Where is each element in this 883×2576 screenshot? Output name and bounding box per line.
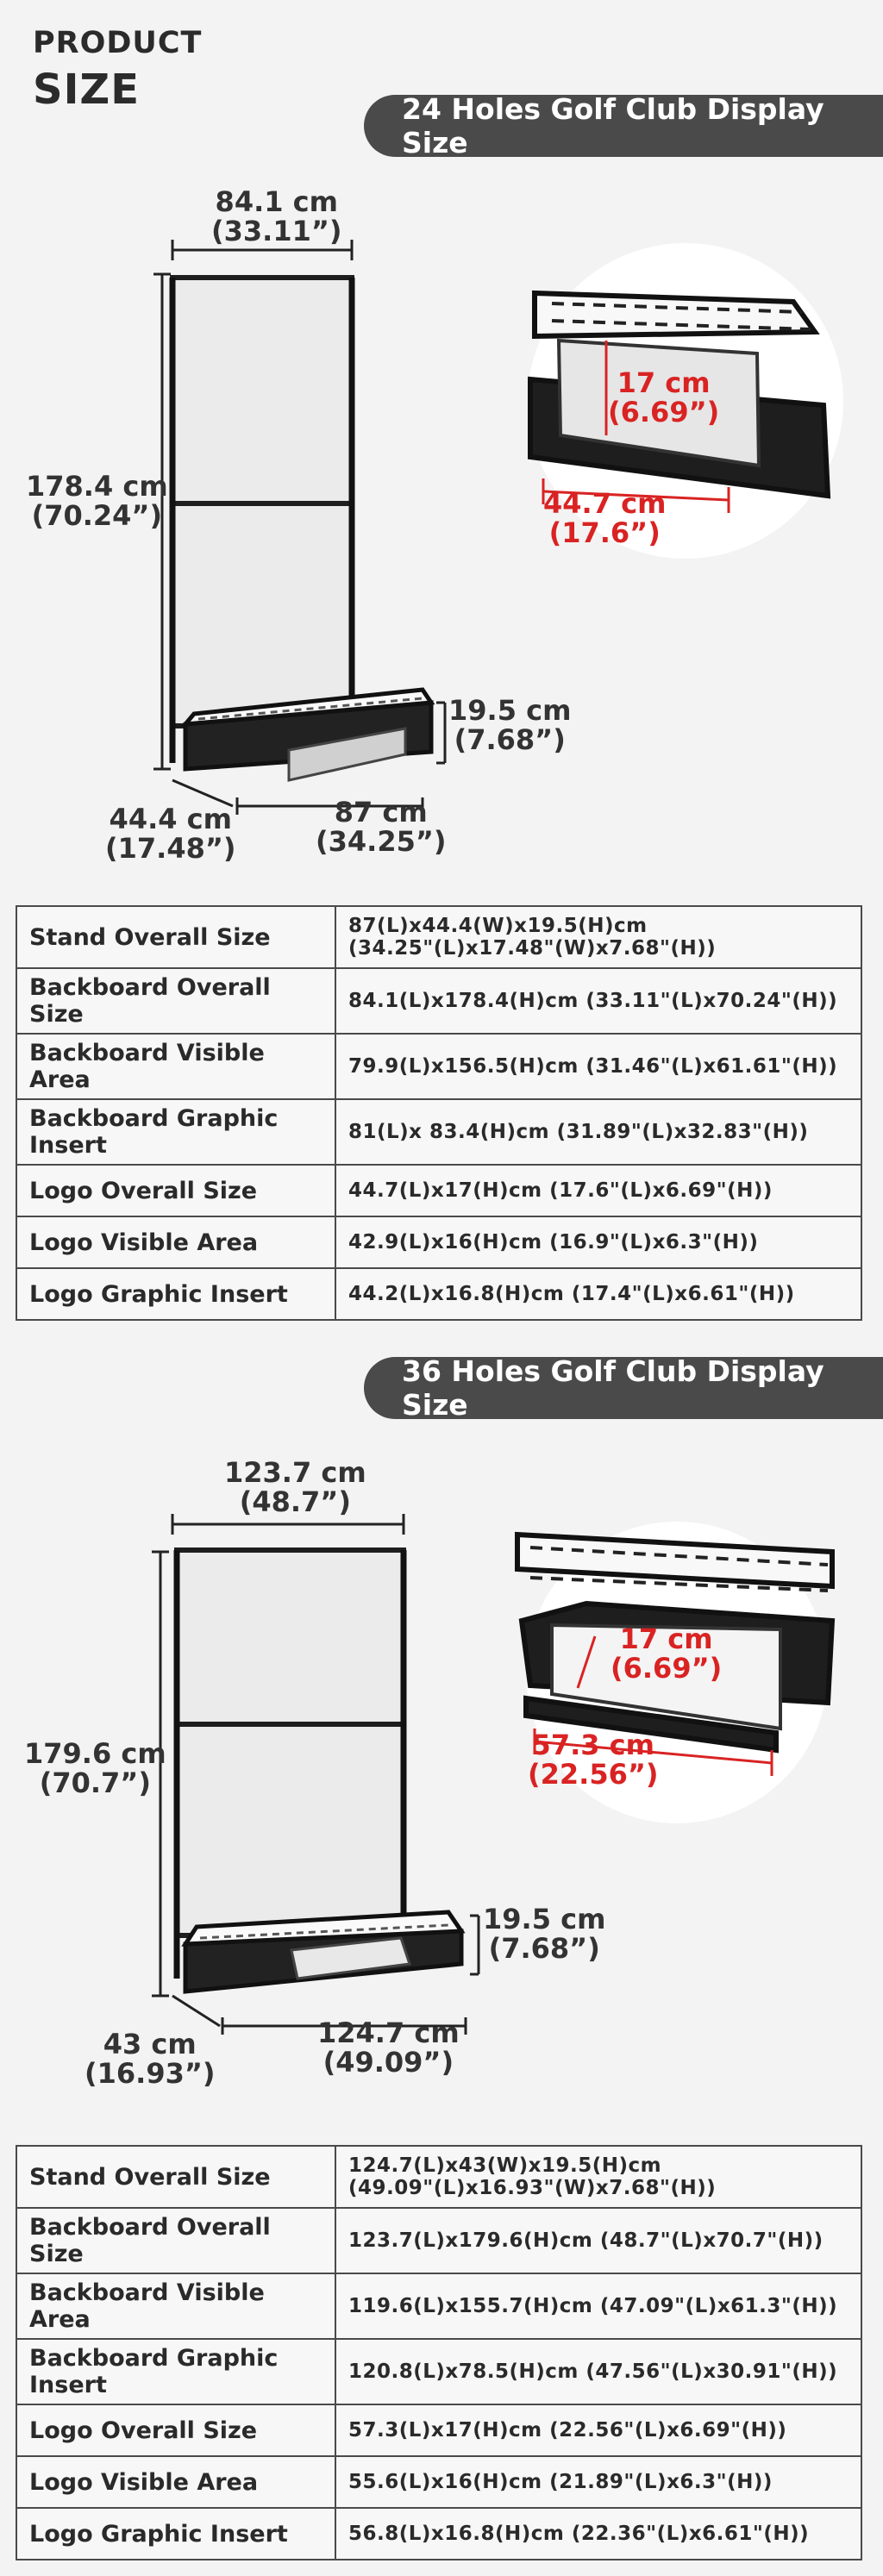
dim-depth-36: 43 cm (16.93”) bbox=[85, 2028, 216, 2090]
spec-value: 87(L)x44.4(W)x19.5(H)cm (34.25"(L)x17.48"(W)x7.68"(H)) bbox=[335, 906, 861, 968]
stand-24-drawing bbox=[0, 0, 883, 865]
dim-length-24: 87 cm (34.25”) bbox=[316, 796, 447, 858]
spec-label: Backboard Visible Area bbox=[16, 1034, 335, 1099]
table-row bbox=[16, 2508, 861, 2560]
dim-height-36: 179.6 cm (70.7”) bbox=[24, 1737, 166, 1799]
spec-value: 81(L)x 83.4(H)cm (31.89"(L)x32.83"(H)) bbox=[335, 1099, 861, 1165]
backboard-36 bbox=[177, 1550, 404, 1935]
spec-value: 57.3(L)x17(H)cm (22.56"(L)x6.69"(H)) bbox=[335, 2404, 861, 2456]
spec-label: Logo Graphic Insert bbox=[16, 1268, 335, 1320]
spec-value: 42.9(L)x16(H)cm (16.9"(L)x6.3"(H)) bbox=[335, 1216, 861, 1268]
table-row bbox=[16, 968, 861, 1034]
spec-table-24 bbox=[16, 905, 862, 1321]
table-row bbox=[16, 2456, 861, 2508]
dim-depth-24: 44.4 cm (17.48”) bbox=[105, 803, 236, 865]
section-title-36-holes: 36 Holes Golf Club Display Size bbox=[364, 1357, 883, 1419]
table-row bbox=[16, 2146, 861, 2208]
spec-value: 44.2(L)x16.8(H)cm (17.4"(L)x6.61"(H)) bbox=[335, 1268, 861, 1320]
dim-logo-height-36: 17 cm (6.69”) bbox=[611, 1623, 723, 1685]
table-row bbox=[16, 1165, 861, 1216]
dim-width-36: 123.7 cm (48.7”) bbox=[224, 1456, 366, 1518]
spec-value: 124.7(L)x43(W)x19.5(H)cm (49.09"(L)x16.93"(W)x7.68"(H)) bbox=[335, 2146, 861, 2208]
spec-value: 44.7(L)x17(H)cm (17.6"(L)x6.69"(H)) bbox=[335, 1165, 861, 1216]
spec-label: Backboard Overall Size bbox=[16, 2208, 335, 2273]
spec-value: 56.8(L)x16.8(H)cm (22.36"(L)x6.61"(H)) bbox=[335, 2508, 861, 2560]
base-36 bbox=[185, 1912, 461, 1991]
spec-table-36 bbox=[16, 2145, 862, 2560]
backboard-24 bbox=[172, 278, 352, 726]
dim-width-24: 84.1 cm (33.11”) bbox=[211, 185, 342, 247]
dim-base-height-24: 19.5 cm (7.68”) bbox=[448, 694, 572, 756]
spec-label: Logo Visible Area bbox=[16, 2456, 335, 2508]
spec-label: Backboard Visible Area bbox=[16, 2273, 335, 2339]
table-row bbox=[16, 2273, 861, 2339]
spec-label: Logo Overall Size bbox=[16, 2404, 335, 2456]
spec-value: 123.7(L)x179.6(H)cm (48.7"(L)x70.7"(H)) bbox=[335, 2208, 861, 2273]
spec-label: Logo Graphic Insert bbox=[16, 2508, 335, 2560]
spec-label: Backboard Overall Size bbox=[16, 968, 335, 1034]
dim-base-height-36: 19.5 cm (7.68”) bbox=[483, 1903, 606, 1965]
spec-value: 119.6(L)x155.7(H)cm (47.09"(L)x61.3"(H)) bbox=[335, 2273, 861, 2339]
table-row bbox=[16, 2404, 861, 2456]
spec-value: 55.6(L)x16(H)cm (21.89"(L)x6.3"(H)) bbox=[335, 2456, 861, 2508]
table-row bbox=[16, 2208, 861, 2273]
table-row bbox=[16, 906, 861, 968]
spec-label: Stand Overall Size bbox=[16, 906, 335, 968]
spec-label: Logo Overall Size bbox=[16, 1165, 335, 1216]
table-row bbox=[16, 1216, 861, 1268]
section-title-24-holes: 24 Holes Golf Club Display Size bbox=[364, 95, 883, 157]
header-size-label: SIZE bbox=[33, 66, 141, 114]
spec-label: Logo Visible Area bbox=[16, 1216, 335, 1268]
spec-value: 84.1(L)x178.4(H)cm (33.11"(L)x70.24"(H)) bbox=[335, 968, 861, 1034]
dim-height-24: 178.4 cm (70.24”) bbox=[26, 470, 168, 532]
spec-value: 79.9(L)x156.5(H)cm (31.46"(L)x61.61"(H)) bbox=[335, 1034, 861, 1099]
spec-value: 120.8(L)x78.5(H)cm (47.56"(L)x30.91"(H)) bbox=[335, 2339, 861, 2404]
spec-label: Backboard Graphic Insert bbox=[16, 2339, 335, 2404]
dim-logo-height-24: 17 cm (6.69”) bbox=[608, 366, 720, 428]
header-product-label: PRODUCT bbox=[33, 26, 203, 60]
table-row bbox=[16, 1034, 861, 1099]
spec-label: Backboard Graphic Insert bbox=[16, 1099, 335, 1165]
dim-logo-width-24: 44.7 cm (17.6”) bbox=[543, 487, 667, 549]
table-row bbox=[16, 1099, 861, 1165]
dim-logo-width-36: 57.3 cm (22.56”) bbox=[528, 1729, 659, 1791]
dim-length-36: 124.7 cm (49.09”) bbox=[317, 2016, 460, 2079]
table-row bbox=[16, 2339, 861, 2404]
spec-label: Stand Overall Size bbox=[16, 2146, 335, 2208]
